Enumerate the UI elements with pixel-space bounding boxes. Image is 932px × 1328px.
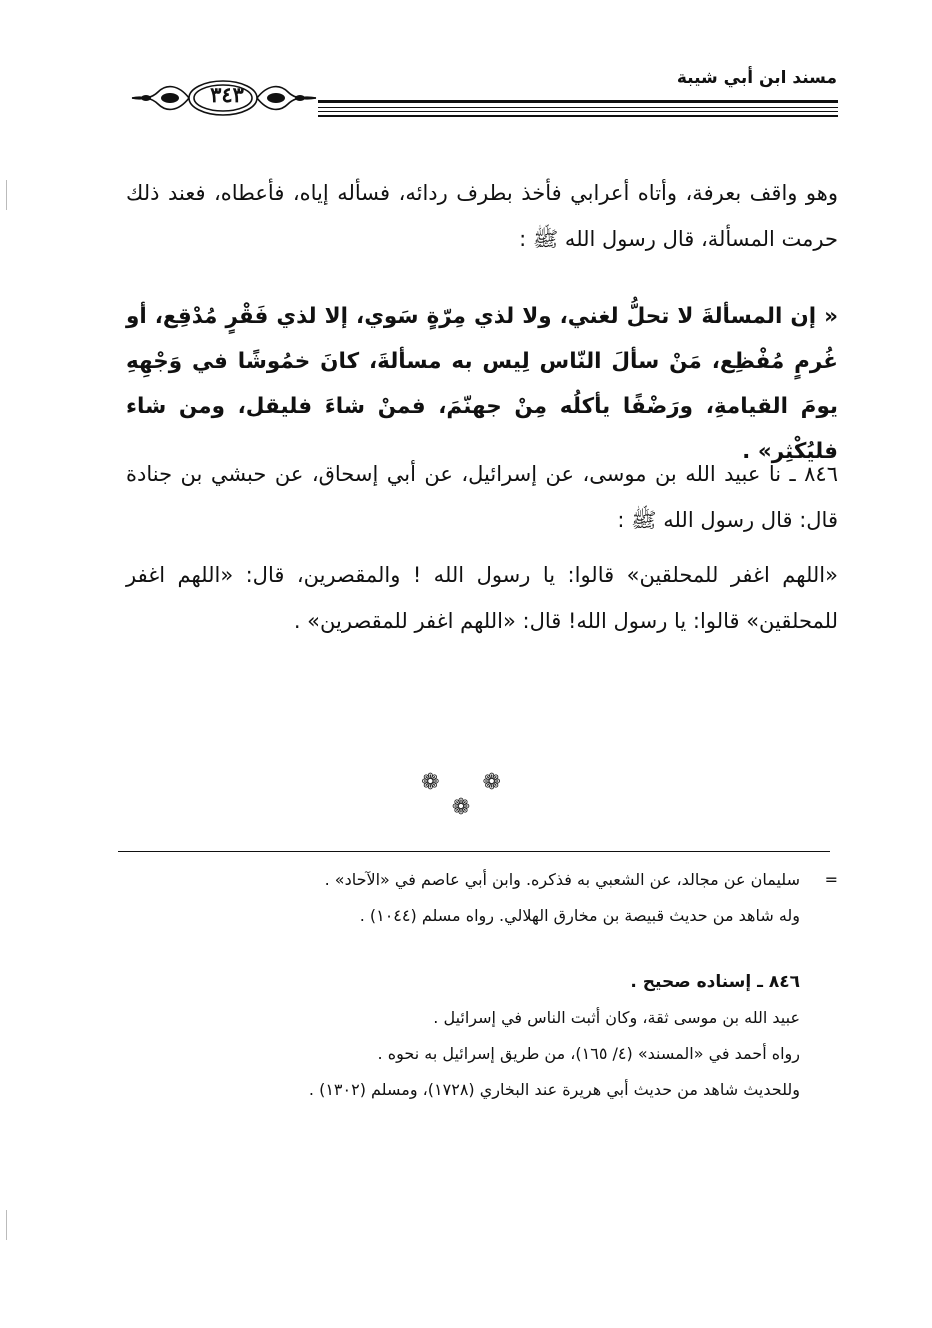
footnote-divider: [118, 851, 830, 852]
hadith-text-1: « إن المسألةَ لا تحلُّ لغني، ولا لذي مِرّةٍ سَوي، إلا لذي فَقْرٍ مُدْقِع، أو غُرمٍ مُفْظِع، مَنْ سألَ النّاس لِيس به مسألةَ، كانَ خمُوشًا في وَجْهِهِ يومَ القيامةِ، ورَضْفًا يأكلُه مِنْ جهنّمَ، فمنْ شاءَ فليقل، ومن شاء فليُكْثِر» .: [126, 304, 838, 464]
footnote-line: وللحديث شاهد من حديث أبي هريرة عند البخاري (١٧٢٨)، ومسلم (١٣٠٢) .: [308, 1080, 800, 1099]
footnote-846-heading: ٨٤٦ ـ إسناده صحيح .: [630, 972, 800, 992]
header-rule-lines: [318, 100, 838, 117]
scan-edge-mark: [6, 180, 7, 210]
hadith-846-chain: ٨٤٦ ـ نا عبيد الله بن موسى، عن إسرائيل، عن أبي إسحاق، عن حبشي بن جنادة قال: قال رسول الله ﷺ :: [126, 462, 838, 532]
section-separator-stars: ❁ ❁ ❁: [421, 770, 519, 820]
footnote-846: [138, 964, 838, 1108]
running-header-title: مسند ابن أبي شيبة: [676, 68, 837, 88]
body-paragraph-1: وهو واقف بعرفة، وأتاه أعرابي فأخذ بطرف ردائه، فسأله إياه، فأعطاه، فعند ذلك حرمت المسألة، قال رسول الله ﷺ :: [126, 181, 838, 251]
footnote-line: عبيد الله بن موسى ثقة، وكان أثبت الناس في إسرائيل .: [433, 1008, 800, 1027]
footnote-line: سليمان عن مجالد، عن الشعبي به فذكره. وابن أبي عاصم في «الآحاد» .: [324, 870, 800, 889]
footnote-line: رواه أحمد في «المسند» (٤/ ١٦٥)، من طريق إسرائيل به نحوه .: [377, 1044, 800, 1063]
scan-edge-mark: [6, 1210, 7, 1240]
hadith-846-text: «اللهم اغفر للمحلقين» قالوا: يا رسول الله ! والمقصرين، قال: «اللهم اغفر للمحلقين» قالوا: يا رسول الله! قال: «اللهم اغفر للمقصرين» .: [126, 563, 838, 633]
footnote-line: وله شاهد من حديث قبيصة بن مخارق الهلالي. رواه مسلم (١٠٤٤) .: [359, 906, 800, 925]
footnote-continuation-marker: =: [824, 870, 838, 889]
footnote-continuation: [138, 862, 838, 934]
page-number: ٣٤٣: [210, 82, 244, 107]
